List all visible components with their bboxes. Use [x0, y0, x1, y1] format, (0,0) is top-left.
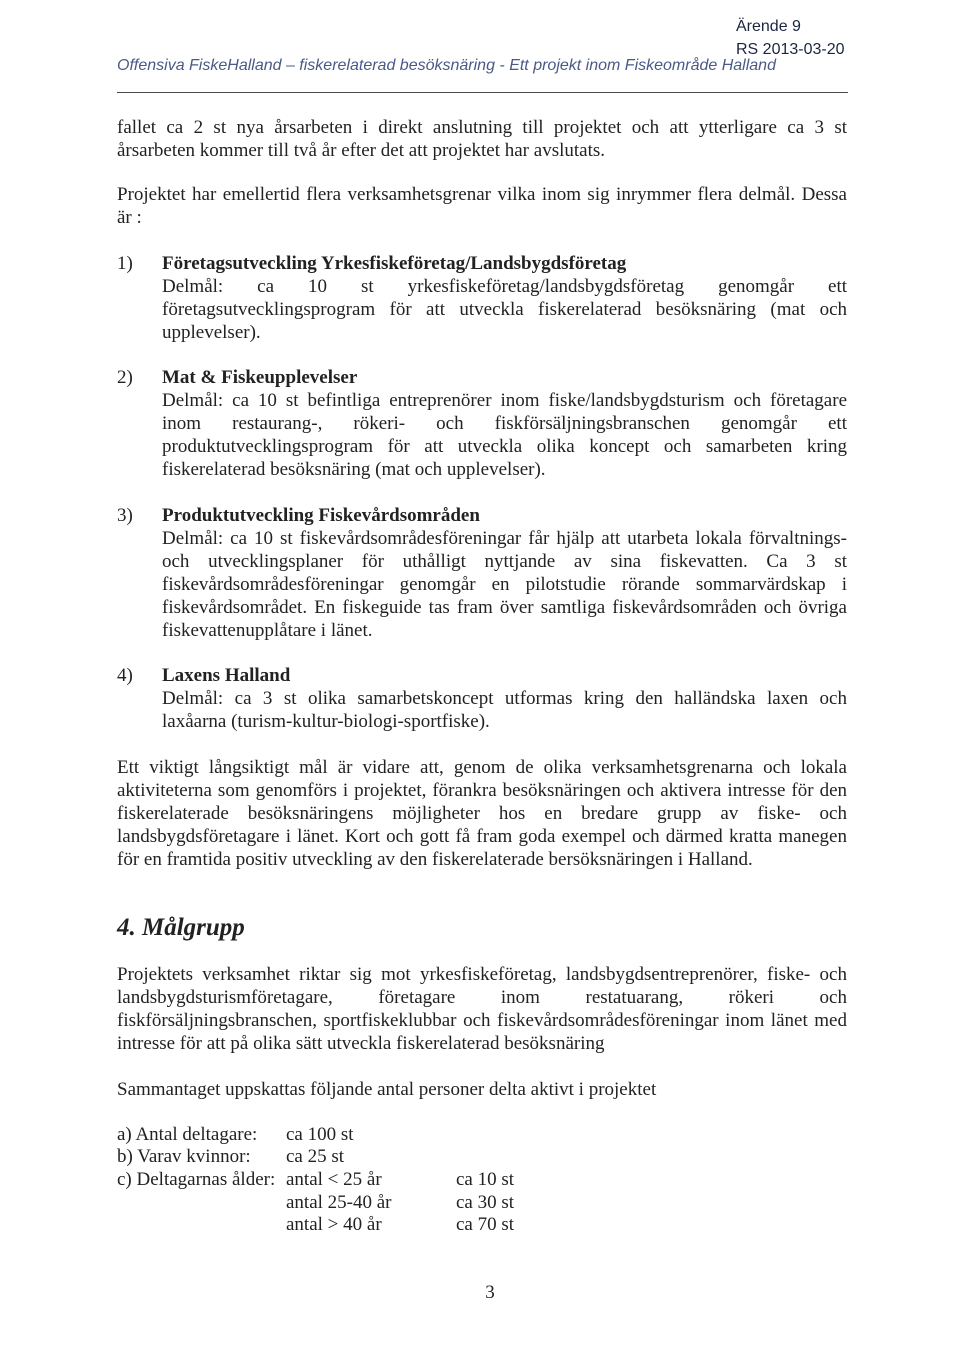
body-line: är : — [117, 207, 142, 228]
list-number: 2) — [117, 367, 133, 388]
body-line: Projektet har emellertid flera verksamhetsgrenar vilka inom sig inrymmer flera delmål. Dessa — [117, 184, 847, 205]
body-line: fallet ca 2 st nya årsarbeten i direkt anslutning till projektet och att ytterligare ca 3 st — [117, 117, 847, 138]
case-label: Ärende 9 — [736, 18, 801, 35]
list-line: inom restaurang-, rökeri- och fiskförsäljningsbranschen genomgår ett — [162, 413, 847, 434]
date-reference: RS 2013-03-20 — [736, 41, 845, 58]
body-line: för en framtida positiv utveckling av den fiskerelaterade bersöksnäringen i Halland. — [117, 849, 753, 870]
table-age-group: antal > 40 år — [286, 1214, 382, 1235]
list-line: fiskerelaterad besöksnäring (mat och upplevelser). — [162, 459, 546, 480]
page-number: 3 — [485, 1282, 495, 1303]
list-line: upplevelser). — [162, 322, 261, 343]
list-line: och utvecklingsplaner för uthålligt nyttjande av sina fiskevatten. Ca 3 st — [162, 551, 847, 572]
list-line: Delmål: ca 10 st yrkesfiskeföretag/landsbygdsföretag genomgår ett — [162, 276, 847, 297]
table-label: a) Antal deltagare: — [117, 1124, 258, 1145]
body-line: intresse för att på olika sätt utveckla fiskerelaterad besöksnäring — [117, 1033, 605, 1054]
body-line: fiskförsäljningsbranschen, sportfiskeklubbar och fiskevårdsområdesföreningar inom länet med — [117, 1010, 847, 1031]
header-rule — [117, 92, 848, 93]
table-value: ca 70 st — [456, 1214, 515, 1235]
body-line: Ett viktigt långsiktigt mål är vidare att, genom de olika verksamhetsgrenarna och lokala — [117, 757, 847, 778]
body-line: aktiviteterna som genomförs i projektet, förankra besöksnäringen och aktivera intresse för den — [117, 780, 847, 801]
list-number: 3) — [117, 505, 133, 526]
list-number: 1) — [117, 253, 133, 274]
table-label: c) Deltagarnas ålder: — [117, 1169, 276, 1190]
list-line: företagsutvecklingsprogram för att utveckla fiskerelaterad besöksnäring (mat och — [162, 299, 847, 320]
table-age-group: antal 25-40 år — [286, 1192, 392, 1213]
table-value: ca 25 st — [286, 1146, 345, 1167]
list-line: Delmål: ca 3 st olika samarbetskoncept utformas kring den halländska laxen och — [162, 688, 847, 709]
list-line: fiskevårdsområdesföreningar genomgår en pilotstudie rörande sommarvärdskap i — [162, 574, 847, 595]
list-line: laxåarna (turism-kultur-biologi-sportfiske). — [162, 711, 490, 732]
list-number: 4) — [117, 665, 133, 686]
body-line: landsbygdsturismföretagare, företagare inom restatuarang, rökeri och — [117, 987, 847, 1008]
body-line: landsbygdsföretagare i länet. Kort och gott få fram goda exempel och därmed kratta manegen — [117, 826, 847, 847]
list-title: Laxens Halland — [162, 665, 291, 686]
body-line: Projektets verksamhet riktar sig mot yrkesfiskeföretag, landsbygdsentreprenörer, fiske- och — [117, 964, 847, 985]
list-line: fiskevattenupplåtare i länet. — [162, 620, 373, 641]
list-title: Företagsutveckling Yrkesfiskeföretag/Landsbygdsföretag — [162, 253, 627, 274]
section-heading: 4. Målgrupp — [117, 914, 245, 941]
list-title: Mat & Fiskeupplevelser — [162, 367, 358, 388]
list-line: fiskevårdsområdet. En fiskeguide tas fram över samtliga fiskevårdsområden och övriga — [162, 597, 847, 618]
table-value: ca 30 st — [456, 1192, 515, 1213]
table-age-group: antal < 25 år — [286, 1169, 382, 1190]
list-line: produktutvecklingsprogram för att utveckla olika koncept och samarbeten kring — [162, 436, 847, 457]
list-line: Delmål: ca 10 st fiskevårdsområdesföreningar får hjälp att utarbeta lokala förvaltnings- — [162, 528, 847, 549]
summary-line: Sammantaget uppskattas följande antal personer delta aktivt i projektet — [117, 1079, 657, 1100]
body-line: fiskerelaterade besöksnäringens möjligheter hos en bredare grupp av fiske- och — [117, 803, 847, 824]
table-label: b) Varav kvinnor: — [117, 1146, 251, 1167]
body-line: årsarbeten kommer till två år efter det att projektet har avslutats. — [117, 140, 605, 161]
list-line: Delmål: ca 10 st befintliga entreprenörer inom fiske/landsbygdsturism och företagare — [162, 390, 847, 411]
table-value: ca 100 st — [286, 1124, 354, 1145]
running-title: Offensiva FiskeHalland – fiskerelaterad besöksnäring - Ett projekt inom Fiskeområde Halland — [117, 57, 776, 74]
list-title: Produktutveckling Fiskevårdsområden — [162, 505, 480, 526]
table-value: ca 10 st — [456, 1169, 515, 1190]
